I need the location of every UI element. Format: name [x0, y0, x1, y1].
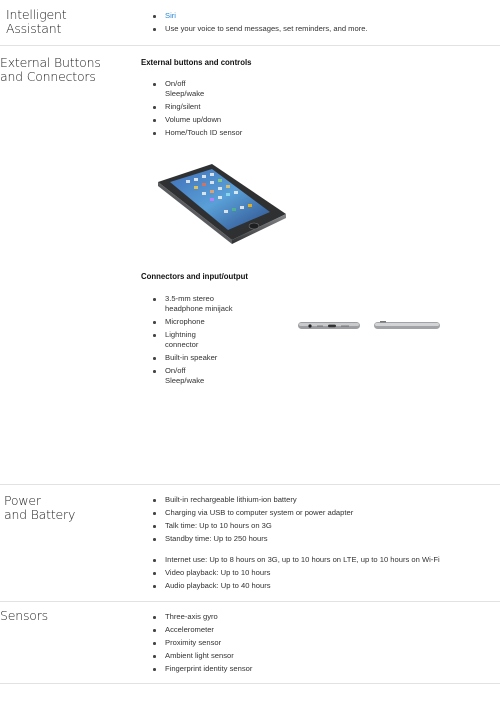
list-item: Internet use: Up to 8 hours on 3G, up to 10 hours on LTE, up to 10 hours on Wi-Fi: [141, 555, 496, 565]
section-divider: [0, 484, 500, 485]
list-item: Audio playback: Up to 40 hours: [141, 581, 496, 591]
list-item: Talk time: Up to 10 hours on 3G: [141, 521, 496, 531]
list-item: On/off Sleep/wake: [141, 366, 291, 386]
list-item: Home/Touch ID sensor: [141, 128, 341, 138]
list-item: 3.5-mm stereo headphone minijack: [141, 294, 291, 314]
section-divider: [0, 683, 500, 684]
buttons-heading: External buttons and controls: [141, 58, 252, 67]
section-label-sensors: Sensors: [0, 608, 48, 623]
iphone-bottom-edge-image: [298, 321, 360, 330]
sensors-list: [141, 612, 441, 677]
list-item: Ambient light sensor: [141, 651, 441, 661]
list-item: Accelerometer: [141, 625, 441, 635]
list-item: Ring/silent: [141, 102, 341, 112]
section-divider: [0, 601, 500, 602]
iphone-top-edge-image: [374, 321, 440, 330]
list-item: Video playback: Up to 10 hours: [141, 568, 496, 578]
list-item: Proximity sensor: [141, 638, 441, 648]
section-label-power-battery: Power and Battery: [4, 493, 76, 522]
siri-link[interactable]: Siri: [165, 11, 176, 20]
list-item: Built-in rechargeable lithium-ion battery: [141, 495, 496, 505]
power-list: [141, 495, 496, 547]
connectors-list: [141, 294, 291, 389]
list-item: Use your voice to send messages, set reminders, and more.: [141, 24, 491, 34]
section-label-external-buttons: External Buttons and Connectors: [0, 55, 101, 84]
list-item: Three-axis gyro: [141, 612, 441, 622]
iphone-angled-image: [152, 160, 292, 245]
list-item: Microphone: [141, 317, 291, 327]
list-item: Lightning connector: [141, 330, 291, 350]
list-item: Charging via USB to computer system or power adapter: [141, 508, 496, 518]
list-item: On/off Sleep/wake: [141, 79, 341, 99]
list-item: Standby time: Up to 250 hours: [141, 534, 496, 544]
assistant-list: [141, 11, 491, 37]
list-item: Fingerprint identity sensor: [141, 664, 441, 674]
buttons-list: [141, 79, 341, 141]
power-list-usage: [141, 555, 496, 594]
connectors-heading: Connectors and input/output: [141, 272, 248, 281]
list-item: Built-in speaker: [141, 353, 291, 363]
list-item: Volume up/down: [141, 115, 341, 125]
section-label-intelligent-assistant: Intelligent Assistant: [6, 7, 67, 36]
list-item[interactable]: [141, 11, 491, 21]
section-divider: [0, 45, 500, 46]
